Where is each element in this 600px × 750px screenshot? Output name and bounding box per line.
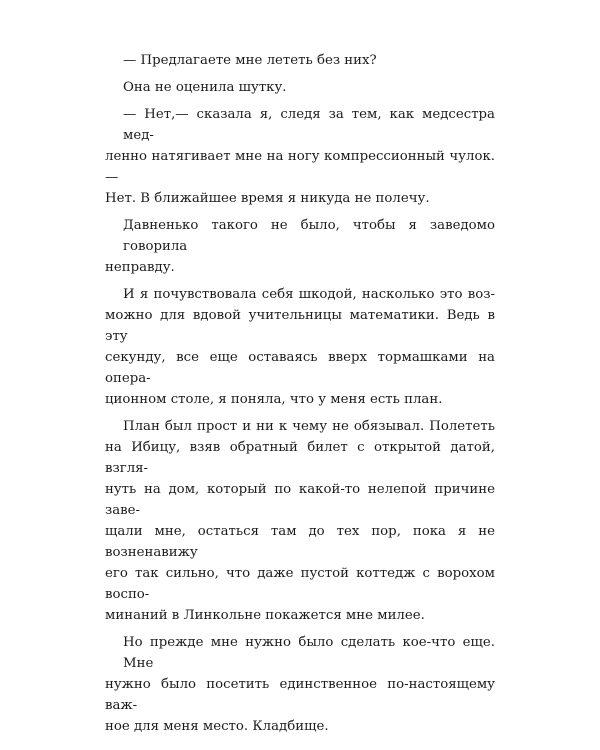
text-line: нуть на дом, который по какой-то нелепой причине заве- — [105, 482, 495, 518]
text-line: — Нет,— сказала я, следя за тем, как медсестра мед- — [123, 107, 495, 143]
text-line: Нет. В ближайшее время я никуда не полечу. — [105, 191, 430, 206]
text-line: щали мне, остаться там до тех пор, пока я не возненавижу — [105, 524, 495, 560]
paragraph-6 — [105, 416, 495, 626]
text-line: — Предлагаете мне лететь без них? — [123, 53, 377, 68]
page-text — [105, 50, 495, 743]
text-line: на Ибицу, взяв обратный билет с открытой датой, взгля- — [105, 440, 495, 476]
text-line: можно для вдовой учительницы математики. Ведь в эту — [105, 308, 495, 344]
paragraph-1 — [105, 50, 495, 71]
text-line: неправду. — [105, 260, 175, 275]
text-line: его так сильно, что даже пустой коттедж с ворохом воспо- — [105, 566, 495, 602]
paragraph-4 — [105, 215, 495, 278]
text-line: План был прост и ни к чему не обязывал. Полететь — [123, 419, 495, 434]
text-line: И я почувствовала себя шкодой, насколько это воз- — [123, 287, 495, 302]
text-line: ционном столе, я поняла, что у меня есть план. — [105, 392, 443, 407]
paragraph-5 — [105, 284, 495, 410]
paragraph-2 — [105, 77, 495, 98]
paragraph-3 — [105, 104, 495, 209]
text-line: нужно было посетить единственное по-настоящему важ- — [105, 677, 495, 713]
text-line: Она не оценила шутку. — [123, 80, 287, 95]
text-line: ленно натягивает мне на ногу компрессионный чулок.— — [105, 149, 495, 185]
text-line: минаний в Линкольне покажется мне милее. — [105, 608, 425, 623]
text-line: ное для меня место. Кладбище. — [105, 719, 329, 734]
text-line: Но прежде мне нужно было сделать кое-что еще. Мне — [123, 635, 495, 671]
paragraph-7 — [105, 632, 495, 737]
text-line: Давненько такого не было, чтобы я заведомо говорила — [123, 218, 495, 254]
text-line: секунду, все еще оставаясь вверх тормашками на опера- — [105, 350, 495, 386]
